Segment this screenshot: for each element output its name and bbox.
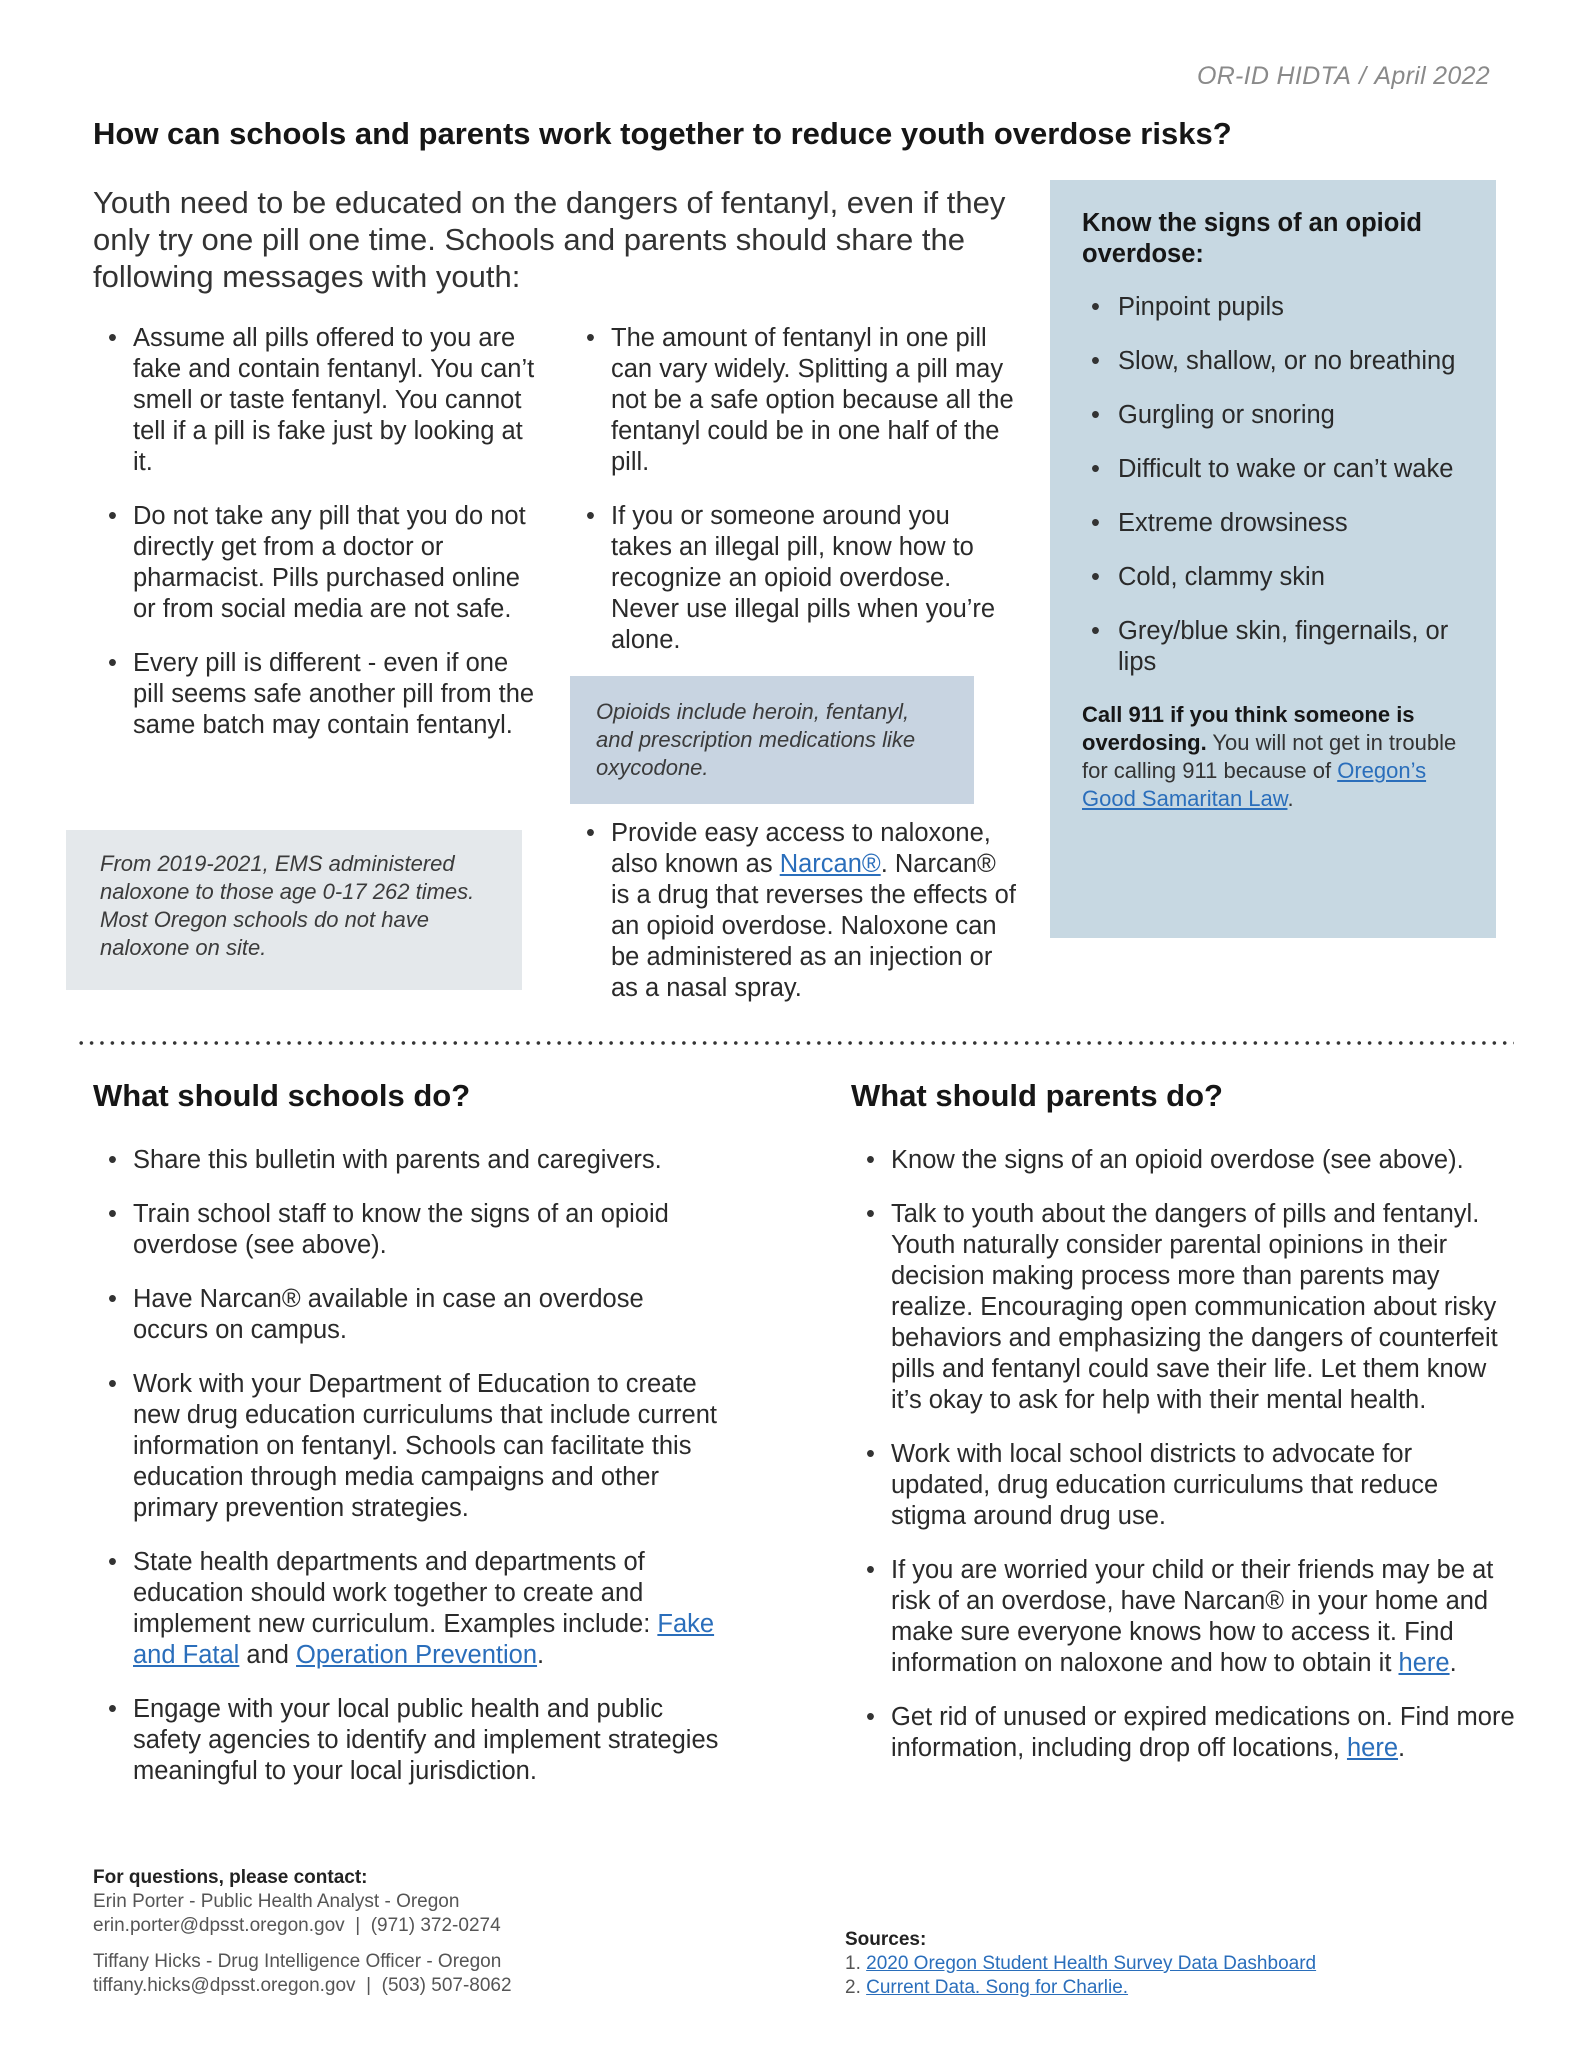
contact-person-2: Tiffany Hicks - Drug Intelligence Officer - Oregon — [93, 1951, 502, 1972]
list-item: • Grey/blue skin, fingernails, or lips — [1082, 616, 1464, 678]
contact-label: For questions, please contact: — [93, 1867, 368, 1888]
header-separator: / — [1359, 62, 1367, 90]
operation-prevention-link[interactable]: Operation Prevention — [296, 1641, 538, 1669]
schools-heading: What should schools do? — [93, 1078, 471, 1113]
contact-block — [93, 1866, 512, 1998]
narcan-link[interactable]: Narcan® — [779, 850, 881, 878]
contact-divider: | — [366, 1975, 372, 1996]
list-item: • The amount of fentanyl in one pill can vary widely. Splitting a pill may not be a safe option because all the fentanyl could be in one half of the pill. — [577, 323, 1017, 478]
list-item: • Pinpoint pupils — [1082, 292, 1464, 323]
worried-item-end: . — [1449, 1649, 1457, 1677]
sources-label: Sources: — [845, 1929, 927, 1950]
call-911-body: You will not get in trouble for calling 911 because of — [1082, 730, 1457, 783]
contact-person-1: Erin Porter - Public Health Analyst - Oregon — [93, 1891, 460, 1912]
list-item: • Difficult to wake or can’t wake — [1082, 454, 1464, 485]
signs-list — [1082, 292, 1464, 678]
list-item: • Assume all pills offered to you are fake and contain fentanyl. You can’t smell or taste fentanyl. You cannot tell if a pill is fake just by looking at it. — [99, 323, 544, 478]
call-911-text — [1082, 701, 1464, 813]
drop-off-here-link[interactable]: here — [1346, 1734, 1399, 1762]
list-item: • Work with your Department of Education to create new drug education curriculums that include current information on fentanyl. Schools can facilitate this education through media campaigns and other primary prevention strategies. — [99, 1369, 719, 1524]
parents-list — [857, 1145, 1517, 1787]
naloxone-info-here-link[interactable]: here — [1398, 1649, 1450, 1677]
contact-gap — [93, 1938, 512, 1950]
source-link-2[interactable]: Current Data. Song for Charlie. — [866, 1977, 1129, 1998]
contact-email-1[interactable]: erin.porter@dpsst.oregon.gov — [93, 1915, 345, 1936]
state-item-mid: and — [239, 1641, 297, 1669]
contact-divider: | — [355, 1915, 361, 1936]
dispose-item — [857, 1702, 1517, 1764]
contact-phone-1: (971) 372-0274 — [370, 1915, 501, 1936]
list-item: • Have Narcan® available in case an overdose occurs on campus. — [99, 1284, 719, 1346]
ems-note: From 2019-2021, EMS administered naloxone to those age 0-17 262 times. Most Oregon schools do not have naloxone on site. — [66, 830, 522, 990]
list-item: • Know the signs of an opioid overdose (see above). — [857, 1145, 1517, 1176]
worried-item-text: If you are worried your child or their friends may be at risk of an overdose, have Narcan® in your home and make sure everyone knows how to access it. Find information on naloxone and how to obtain it — [891, 1556, 1494, 1677]
source-number: 2. — [845, 1977, 861, 1998]
schools-list — [99, 1145, 719, 1810]
messages-column-1 — [99, 323, 544, 764]
list-item: • Slow, shallow, or no breathing — [1082, 346, 1464, 377]
sources-block — [845, 1928, 1316, 2000]
list-item: • Train school staff to know the signs of an opioid overdose (see above). — [99, 1199, 719, 1261]
list-item: • Every pill is different - even if one pill seems safe another pill from the same batch may contain fentanyl. — [99, 648, 544, 741]
dispose-item-end: . — [1398, 1734, 1406, 1762]
state-item-text: State health departments and departments of education should work together to create and implement new curriculum. Examples include: — [133, 1548, 658, 1638]
header-date: April 2022 — [1374, 62, 1490, 90]
naloxone-item — [577, 818, 1017, 1004]
dispose-item-text: Get rid of unused or expired medications on. Find more information, including drop off locations, — [891, 1703, 1515, 1762]
opioids-note: Opioids include heroin, fentanyl, and prescription medications like oxycodone. — [570, 676, 974, 804]
fake-and-fatal-link[interactable]: Fake and Fatal — [133, 1610, 715, 1669]
contact-line-1 — [93, 1914, 512, 1938]
question-title: How can schools and parents work together to reduce youth overdose risks? — [93, 116, 1232, 151]
list-item: • Cold, clammy skin — [1082, 562, 1464, 593]
state-item — [99, 1547, 719, 1671]
list-item: • If you or someone around you takes an illegal pill, know how to recognize an opioid overdose. Never use illegal pills when you’re alone. — [577, 501, 1017, 656]
source-link-1[interactable]: 2020 Oregon Student Health Survey Data Dashboard — [866, 1953, 1317, 1974]
naloxone-text: Provide easy access to naloxone, also known as — [611, 819, 991, 878]
list-item: • Do not take any pill that you do not directly get from a doctor or pharmacist. Pills purchased online or from social media are not safe. — [99, 501, 544, 625]
parents-heading: What should parents do? — [851, 1078, 1223, 1113]
intro-text: Youth need to be educated on the dangers of fentanyl, even if they only try one pill one time. Schools and parents should share the following messages with youth: — [93, 185, 1006, 294]
dotted-divider — [76, 1040, 1514, 1046]
state-item-end: . — [537, 1641, 545, 1669]
source-number: 1. — [845, 1953, 861, 1974]
list-item: • Engage with your local public health and public safety agencies to identify and implement strategies meaningful to your local jurisdiction. — [99, 1694, 719, 1787]
source-item-1 — [845, 1952, 1316, 1976]
list-item: • Work with local school districts to advocate for updated, drug education curriculums that reduce stigma around drug use. — [857, 1439, 1517, 1532]
contact-line-2 — [93, 1974, 512, 1998]
call-911-end: . — [1287, 786, 1294, 811]
list-item: • Extreme drowsiness — [1082, 508, 1464, 539]
good-samaritan-law-link[interactable]: Oregon’s Good Samaritan Law — [1082, 758, 1427, 811]
list-item: • Share this bulletin with parents and caregivers. — [99, 1145, 719, 1176]
naloxone-list — [577, 818, 1017, 1027]
page-header — [1197, 62, 1490, 91]
contact-email-2[interactable]: tiffany.hicks@dpsst.oregon.gov — [93, 1975, 356, 1996]
contact-phone-2: (503) 507-8062 — [381, 1975, 512, 1996]
list-item: • Talk to youth about the dangers of pills and fentanyl. Youth naturally consider parental opinions in their decision making process more than parents may realize. Encouraging open communication about risky behaviors and emphasizing the dangers of counterfeit pills and fentanyl could save their life. Let them know it’s okay to ask for help with their mental health. — [857, 1199, 1517, 1416]
signs-title: Know the signs of an opioid overdose: — [1082, 209, 1422, 268]
worried-item — [857, 1555, 1517, 1679]
header-org: OR-ID HIDTA — [1196, 62, 1352, 90]
messages-column-2 — [577, 323, 1017, 679]
overdose-signs-box — [1050, 180, 1496, 938]
list-item: • Gurgling or snoring — [1082, 400, 1464, 431]
naloxone-text-after: . Narcan® is a drug that reverses the effects of an opioid overdose. Naloxone can be administered as an injection or as a nasal spray. — [611, 850, 1016, 1002]
call-911-bold: Call 911 if you think someone is overdosing. — [1082, 702, 1415, 755]
source-item-2 — [845, 1976, 1316, 2000]
